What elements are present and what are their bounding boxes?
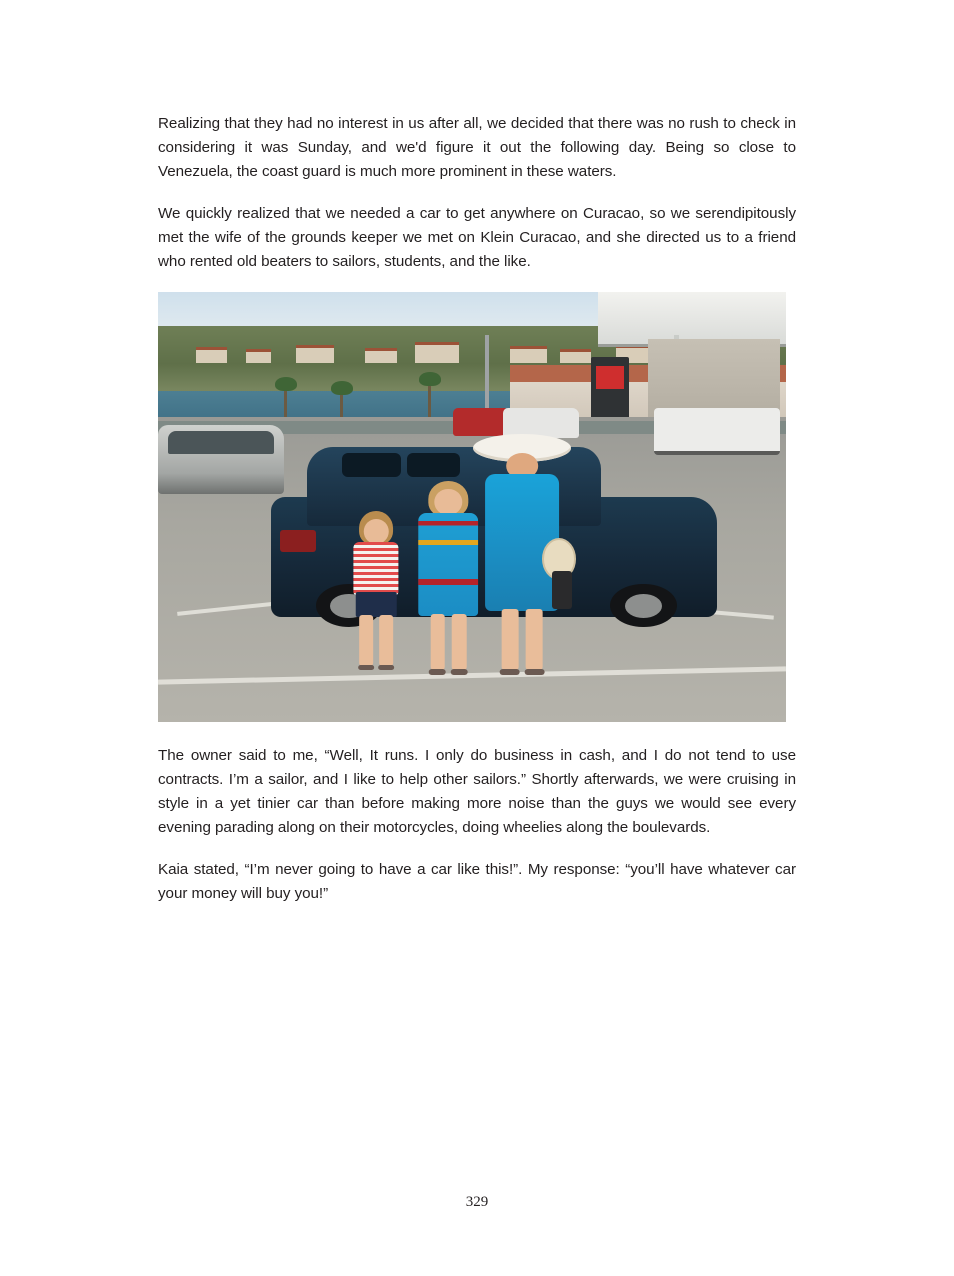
shorts bbox=[356, 592, 397, 617]
patterned-dress bbox=[419, 513, 479, 615]
legs bbox=[357, 615, 395, 666]
photo-figure bbox=[158, 292, 786, 722]
sandal bbox=[429, 669, 446, 675]
leg bbox=[431, 614, 446, 671]
car-taillight bbox=[280, 530, 316, 552]
leg bbox=[526, 609, 543, 670]
leg bbox=[360, 615, 374, 666]
photograph bbox=[158, 292, 786, 722]
car-wheel bbox=[610, 584, 677, 627]
child-patterned-dress bbox=[419, 481, 479, 670]
woman-blue-dress bbox=[485, 434, 560, 671]
page-content bbox=[158, 112, 796, 906]
child-striped-shirt bbox=[353, 511, 400, 666]
sandal bbox=[378, 665, 394, 670]
paragraph-3: The owner said to me, “Well, It runs. I only do business in cash, and I do not tend to use contracts. I’m a sailor, and I like to help other sailors.” Shortly afterwards, we were cruising in style in a yet tinier car than before making more noise than the guys we would see every evening parading along on their motorcycles, doing wheelies along the boulevards. bbox=[158, 747, 796, 837]
paragraph-2: We quickly realized that we needed a car to get anywhere on Curacao, so we serendipitously met the wife of the grounds keeper we met on Klein Curacao, and she directed us to a friend who rented old beaters to sailors, students, and the like. bbox=[158, 205, 796, 271]
leg bbox=[452, 614, 467, 671]
paragraph-4: Kaia stated, “I’m never going to have a car like this!”. My response: “you’ll have whatever car your money will buy you!” bbox=[158, 861, 796, 903]
sandal bbox=[451, 669, 468, 675]
striped-shirt bbox=[354, 542, 399, 595]
handbag bbox=[552, 571, 572, 609]
leg bbox=[379, 615, 393, 666]
car-window bbox=[342, 453, 401, 477]
sandal bbox=[525, 669, 545, 675]
paragraph-1: Realizing that they had no interest in us after all, we decided that there was no rush to check in considering it was Sunday, and we'd figure it out the following day. Being so close to Venezuela, the coast guard is much more prominent in these waters. bbox=[158, 115, 796, 181]
legs bbox=[499, 609, 546, 670]
car-window bbox=[407, 453, 460, 477]
legs bbox=[428, 614, 469, 671]
page-number: 329 bbox=[465, 1194, 489, 1210]
sandal bbox=[500, 669, 520, 675]
head bbox=[364, 519, 388, 544]
leg bbox=[502, 609, 519, 670]
background-car-red bbox=[453, 408, 510, 436]
background-car-silver bbox=[158, 425, 284, 494]
sandal bbox=[358, 665, 374, 670]
